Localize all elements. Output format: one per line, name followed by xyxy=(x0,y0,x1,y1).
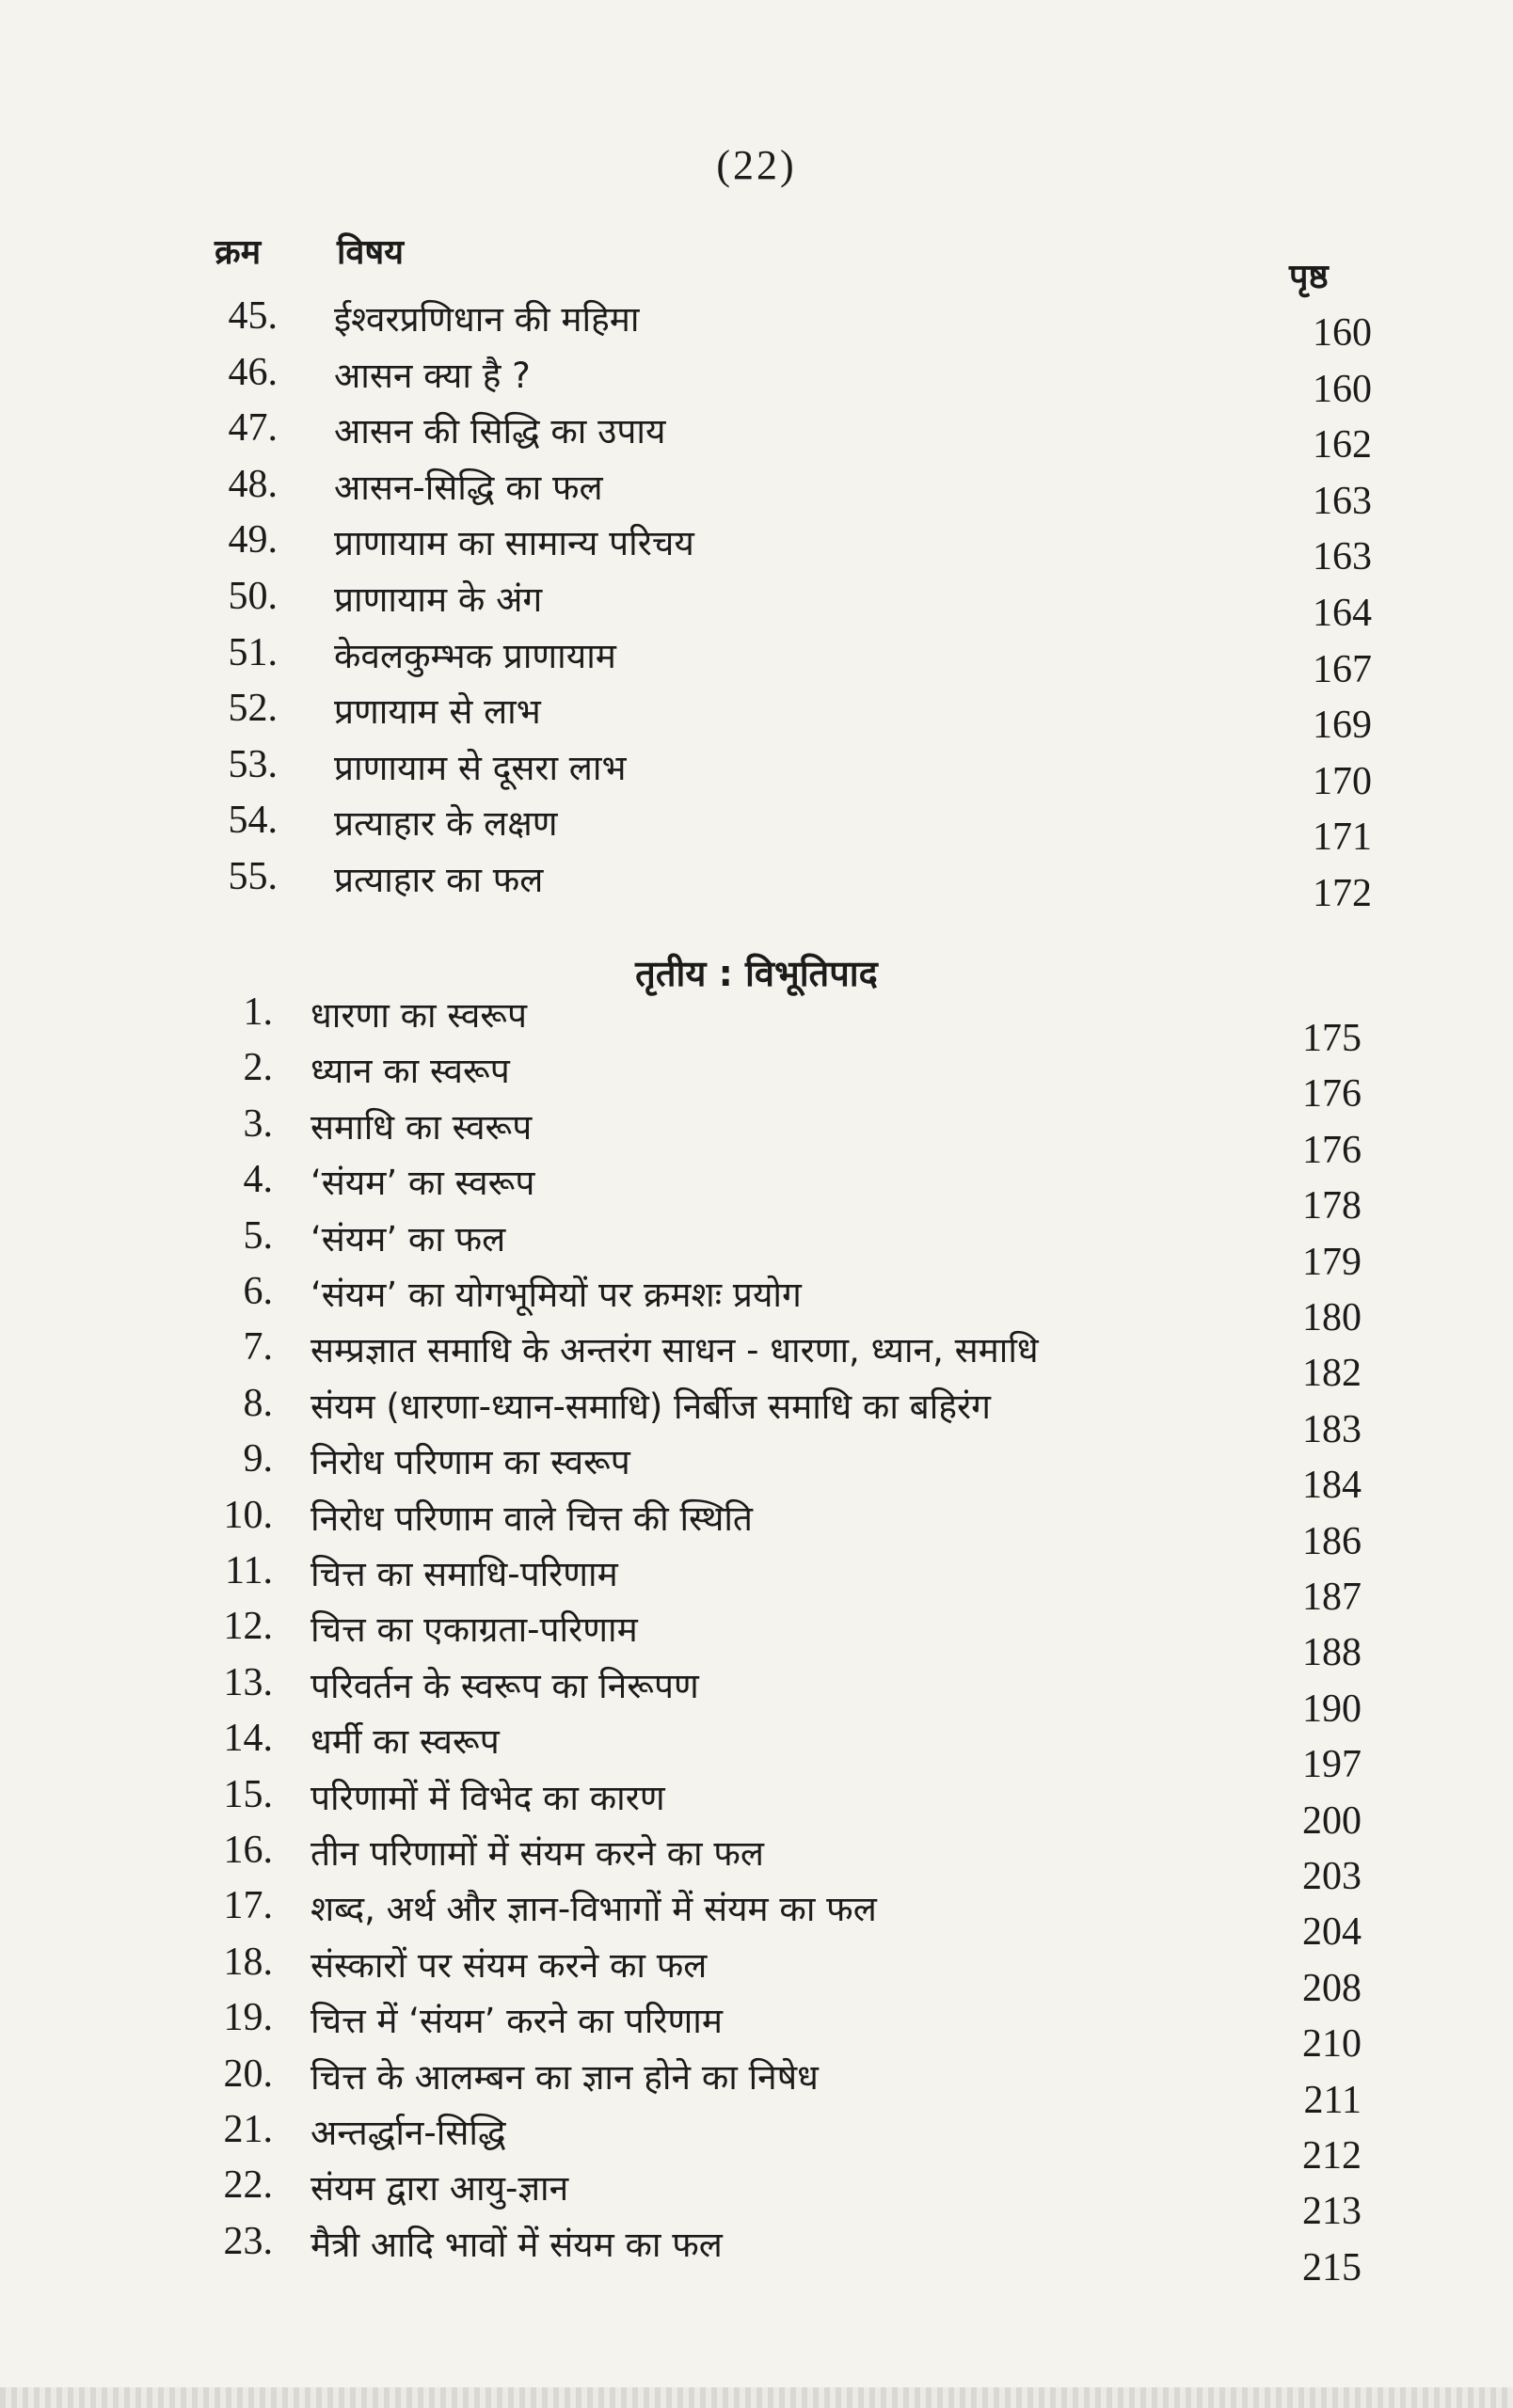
entry-page: 162 xyxy=(1313,423,1372,467)
entry-number: 8. xyxy=(243,1381,273,1425)
entry-title: चित्त में ‘संयम’ करने का परिणाम xyxy=(311,2001,723,2042)
entry-number: 1. xyxy=(243,990,273,1034)
toc-entry xyxy=(0,686,1513,748)
toc-entry xyxy=(0,1716,1513,1787)
entry-title: परिणामों में विभेद का कारण xyxy=(311,1777,665,1818)
entry-title: शब्द, अर्थ और ज्ञान-विभागों में संयम का फल xyxy=(311,1889,877,1930)
entry-title: संयम (धारणा-ध्यान-समाधि) निर्बीज समाधि का बहिरंग xyxy=(311,1386,991,1427)
column-header-number: क्रम xyxy=(215,233,262,272)
toc-entry xyxy=(0,1548,1513,1619)
entry-number: 55. xyxy=(228,855,278,898)
entry-page: 210 xyxy=(1302,2022,1362,2067)
entry-page: 160 xyxy=(1313,367,1372,411)
entry-title: धारणा का स्वरूप xyxy=(311,995,528,1036)
entry-title: संस्कारों पर संयम करने का फल xyxy=(311,1944,708,1986)
entry-number: 50. xyxy=(228,575,278,618)
entry-number: 54. xyxy=(228,799,278,843)
entry-title: चित्त का समाधि-परिणाम xyxy=(311,1554,618,1594)
entry-page: 167 xyxy=(1313,647,1372,691)
toc-entry xyxy=(0,1828,1513,1898)
toc-entry xyxy=(0,2052,1513,2122)
entry-number: 17. xyxy=(223,1884,273,1928)
entry-title: ईश्वरप्रणिधान की महिमा xyxy=(334,299,640,340)
entry-number: 51. xyxy=(228,630,278,674)
entry-title: ‘संयम’ का योगभूमियों पर क्रमशः प्रयोग xyxy=(311,1275,802,1315)
entry-title: अन्तर्द्धान-सिद्धि xyxy=(311,2113,506,2153)
entry-page: 180 xyxy=(1302,1296,1362,1339)
entry-number: 45. xyxy=(228,294,278,338)
entry-number: 22. xyxy=(223,2163,273,2208)
entry-title: केवलकुम्भक प्राणायाम xyxy=(334,635,616,676)
toc-entry xyxy=(0,742,1513,803)
toc-entry xyxy=(0,630,1513,691)
toc-entry xyxy=(0,405,1513,467)
entry-number: 7. xyxy=(243,1325,273,1370)
entry-page: 176 xyxy=(1302,1128,1362,1172)
entry-title: समाधि का स्वरूप xyxy=(311,1106,533,1148)
entry-page: 169 xyxy=(1313,704,1372,748)
entry-page: 178 xyxy=(1302,1184,1362,1228)
entry-page: 172 xyxy=(1313,872,1372,915)
entry-title: प्रणायाम से लाभ xyxy=(334,691,541,733)
column-header-page: पृष्ठ xyxy=(1289,258,1329,296)
entry-page: 212 xyxy=(1302,2134,1362,2178)
entry-page: 179 xyxy=(1302,1240,1362,1284)
entry-page: 215 xyxy=(1302,2245,1362,2289)
page-number: (22) xyxy=(716,142,797,188)
entry-title: निरोध परिणाम वाले चित्त की स्थिति xyxy=(311,1497,754,1539)
entry-page: 184 xyxy=(1302,1464,1362,1508)
entry-number: 16. xyxy=(223,1829,273,1872)
toc-entry xyxy=(0,2162,1513,2234)
toc-entry xyxy=(0,1324,1513,1396)
toc-entry xyxy=(0,293,1513,355)
entry-title: धर्मी का स्वरूप xyxy=(311,1721,500,1763)
entry-page: 176 xyxy=(1302,1072,1362,1117)
toc-entry xyxy=(0,1883,1513,1955)
toc-entry xyxy=(0,1772,1513,1843)
toc-entry xyxy=(0,854,1513,915)
entry-title: प्रत्याहार के लक्षण xyxy=(334,803,558,845)
entry-page: 164 xyxy=(1313,592,1372,635)
toc-entry xyxy=(0,798,1513,860)
entry-title: आसन-सिद्धि का फल xyxy=(334,467,603,508)
toc-entry xyxy=(0,1940,1513,2010)
page-edge xyxy=(0,2387,1513,2408)
entry-page: 163 xyxy=(1313,535,1372,579)
entry-page: 187 xyxy=(1302,1576,1362,1619)
entry-page: 213 xyxy=(1302,2190,1362,2234)
toc-entry xyxy=(0,1604,1513,1675)
toc-entry xyxy=(0,1493,1513,1563)
toc-entry xyxy=(0,1101,1513,1172)
entry-page: 211 xyxy=(1303,2078,1362,2122)
entry-page: 204 xyxy=(1302,1910,1362,1955)
entry-page: 188 xyxy=(1302,1631,1362,1675)
entry-number: 4. xyxy=(243,1158,273,1202)
entry-title: ‘संयम’ का स्वरूप xyxy=(311,1163,535,1204)
toc-entry xyxy=(0,1157,1513,1228)
toc-entry xyxy=(0,462,1513,523)
entry-number: 9. xyxy=(243,1437,273,1481)
entry-number: 52. xyxy=(228,687,278,731)
column-header-subject: विषय xyxy=(337,233,405,272)
entry-number: 15. xyxy=(223,1772,273,1816)
entry-number: 20. xyxy=(223,2052,273,2096)
toc-entry xyxy=(0,2107,1513,2178)
toc-entry xyxy=(0,1213,1513,1284)
entry-number: 53. xyxy=(228,742,278,786)
toc-entry xyxy=(0,1436,1513,1508)
entry-title: प्राणायाम का सामान्य परिचय xyxy=(334,523,694,564)
entry-number: 5. xyxy=(243,1213,273,1258)
entry-number: 13. xyxy=(223,1660,273,1704)
toc-entry xyxy=(0,350,1513,411)
entry-title: संयम द्वारा आयु-ज्ञान xyxy=(311,2168,569,2210)
entry-number: 12. xyxy=(223,1605,273,1649)
entry-title: आसन क्या है ? xyxy=(334,355,531,396)
entry-page: 200 xyxy=(1302,1798,1362,1843)
toc-entry xyxy=(0,1995,1513,2067)
entry-page: 190 xyxy=(1302,1687,1362,1731)
toc-entry xyxy=(0,1381,1513,1451)
entry-page: 163 xyxy=(1313,479,1372,523)
entry-title: ‘संयम’ का फल xyxy=(311,1218,506,1259)
entry-page: 160 xyxy=(1313,311,1372,355)
entry-page: 171 xyxy=(1313,816,1372,860)
entry-number: 48. xyxy=(228,462,278,506)
entry-title: मैत्री आदि भावों में संयम का फल xyxy=(311,2224,723,2265)
entry-title: सम्प्रज्ञात समाधि के अन्तरंग साधन - धारणा, ध्यान, समाधि xyxy=(311,1330,1039,1371)
entry-number: 46. xyxy=(228,350,278,394)
entry-title: आसन की सिद्धि का उपाय xyxy=(334,411,666,452)
entry-page: 183 xyxy=(1302,1407,1362,1451)
entry-number: 3. xyxy=(243,1101,273,1146)
entry-number: 19. xyxy=(223,1996,273,2040)
toc-entry xyxy=(0,1269,1513,1339)
toc-entry xyxy=(0,990,1513,1060)
toc-entry xyxy=(0,1045,1513,1117)
entry-number: 11. xyxy=(225,1549,273,1592)
entry-title: परिवर्तन के स्वरूप का निरूपण xyxy=(311,1665,699,1706)
entry-title: तीन परिणामों में संयम करने का फल xyxy=(311,1833,764,1874)
entry-number: 18. xyxy=(223,1940,273,1984)
entry-title: निरोध परिणाम का स्वरूप xyxy=(311,1442,630,1483)
entry-title: ध्यान का स्वरूप xyxy=(311,1051,510,1092)
entry-title: चित्त का एकाग्रता-परिणाम xyxy=(311,1609,638,1651)
toc-entry xyxy=(0,2219,1513,2289)
toc-entry xyxy=(0,517,1513,579)
entry-title: प्राणायाम से दूसरा लाभ xyxy=(334,747,627,788)
entry-title: प्राणायाम के अंग xyxy=(334,579,543,620)
entry-number: 10. xyxy=(223,1493,273,1537)
entry-number: 23. xyxy=(223,2219,273,2263)
entry-number: 21. xyxy=(223,2108,273,2151)
entry-page: 203 xyxy=(1302,1855,1362,1898)
entry-title: चित्त के आलम्बन का ज्ञान होने का निषेध xyxy=(311,2056,819,2098)
toc-entry xyxy=(0,574,1513,635)
toc-entry xyxy=(0,1660,1513,1731)
entry-page: 208 xyxy=(1302,1966,1362,2010)
entry-number: 47. xyxy=(228,406,278,451)
entry-number: 14. xyxy=(223,1717,273,1761)
entry-number: 6. xyxy=(243,1270,273,1313)
entry-page: 186 xyxy=(1302,1519,1362,1563)
entry-page: 197 xyxy=(1302,1743,1362,1787)
entry-page: 170 xyxy=(1313,759,1372,803)
entry-number: 49. xyxy=(228,518,278,562)
entry-number: 2. xyxy=(243,1046,273,1090)
section-heading-vibhutipada: तृतीय : विभूतिपाद xyxy=(635,953,878,994)
entry-page: 175 xyxy=(1302,1017,1362,1060)
entry-page: 182 xyxy=(1302,1352,1362,1396)
entry-title: प्रत्याहार का फल xyxy=(334,860,544,900)
